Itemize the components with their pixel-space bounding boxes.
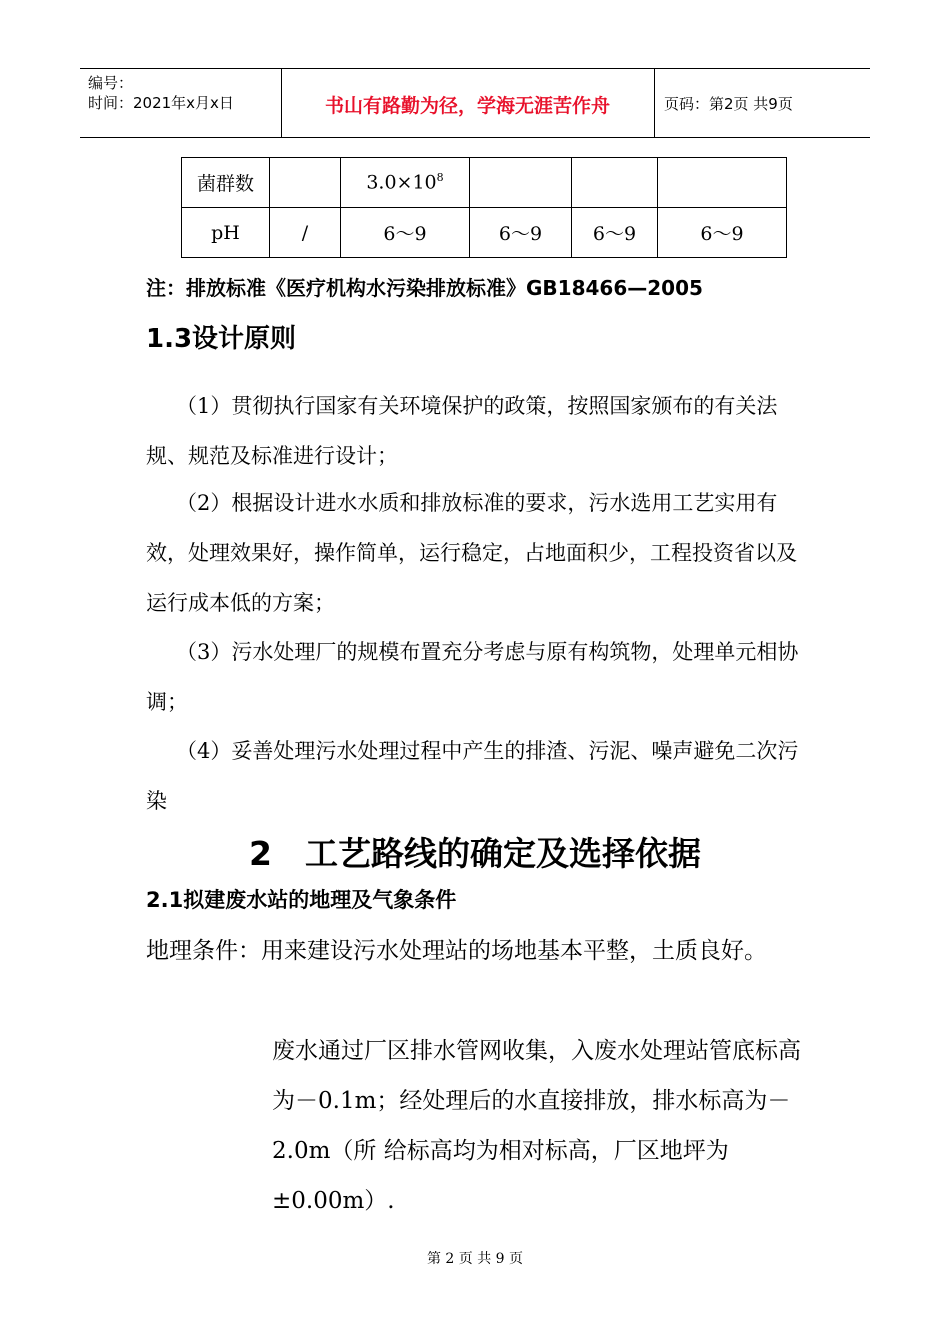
table-cell <box>572 158 658 208</box>
principle-text: （3）污水处理厂的规模布置充分考虑与原有构筑物，处理单元相协调； <box>146 640 799 714</box>
principle-paragraph <box>146 381 811 481</box>
standards-table <box>181 157 787 258</box>
chapter-heading: 2 工艺路线的确定及选择依据 <box>249 834 701 873</box>
table-cell: 6～9 <box>572 208 658 258</box>
header-meta <box>88 73 234 113</box>
exponent: 8 <box>436 171 444 185</box>
table-cell <box>341 158 470 208</box>
table-cell: / <box>270 208 341 258</box>
table-cell-value: 3.0×10 <box>366 171 437 194</box>
principle-text: （1）贯彻执行国家有关环境保护的政策，按照国家颁布的有关法规、规范及标准进行设计； <box>146 394 778 468</box>
table-row <box>182 158 787 208</box>
table-row <box>182 208 787 258</box>
table-cell: 菌群数 <box>182 158 270 208</box>
principle-text: （2）根据设计进水水质和排放标准的要求，污水选用工艺实用有效，处理效果好，操作简单，运行稳定，占地面积少，工程投资省以及运行成本低的方案； <box>146 491 797 615</box>
principle-paragraph <box>146 478 811 628</box>
table-cell <box>270 158 341 208</box>
page-footer: 第 2 页 共 9 页 <box>426 1251 524 1267</box>
table-cell: 6～9 <box>341 208 470 258</box>
geo-paragraph: 地理条件：用来建设污水处理站的场地基本平整，土质良好。 <box>146 938 767 964</box>
table-cell <box>470 158 572 208</box>
date-line: 时间：2021年x月x日 <box>88 94 234 112</box>
code-label: 编号： <box>88 74 134 92</box>
principle-text: （4）妥善处理污水处理过程中产生的排渣、污泥、噪声避免二次污染 <box>146 739 799 813</box>
table-cell: 6～9 <box>658 208 787 258</box>
drainage-paragraph: 废水通过厂区排水管网收集，入废水处理站管底标高为－0.1m；经处理后的水直接排放，排水标高为－2.0m（所 给标高均为相对标高，厂区地坪为±0.00m）. <box>272 1038 801 1214</box>
table-cell: pH <box>182 208 270 258</box>
header-divider <box>654 69 655 137</box>
page-header <box>80 68 870 138</box>
principle-paragraph <box>146 627 811 727</box>
table-cell: 6～9 <box>470 208 572 258</box>
subsection-heading: 2.1拟建废水站的地理及气象条件 <box>146 888 457 912</box>
header-page-info: 页码：第2页 共9页 <box>664 95 793 113</box>
table-cell <box>658 158 787 208</box>
principle-paragraph <box>146 726 811 826</box>
standard-note: 注：排放标准《医疗机构水污染排放标准》GB18466—2005 <box>146 276 703 300</box>
header-motto: 书山有路勤为径，学海无涯苦作舟 <box>324 95 610 117</box>
section-heading: 1.3设计原则 <box>146 324 297 354</box>
